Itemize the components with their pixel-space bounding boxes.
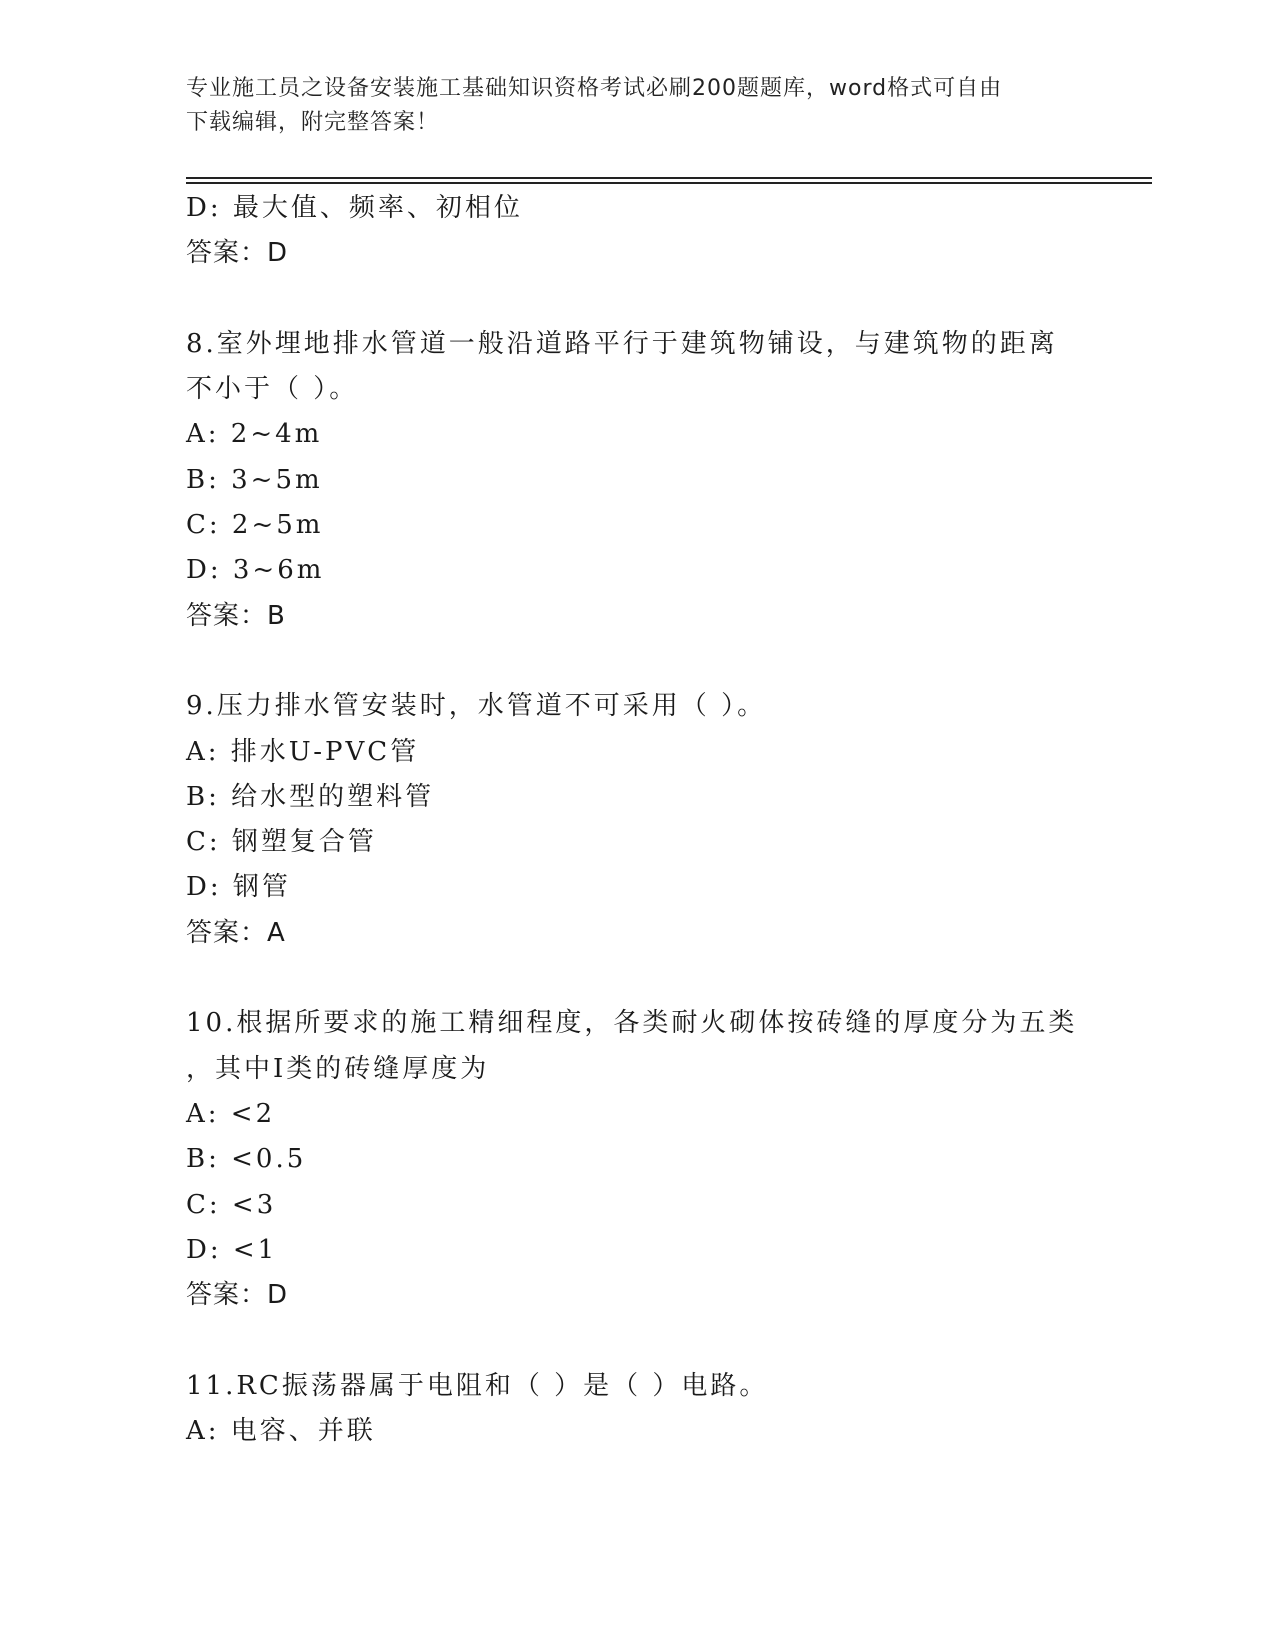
answer: 答案：D xyxy=(186,1280,289,1311)
question-stem: 8.室外埋地排水管道一般沿道路平行于建筑物铺设，与建筑物的距离 xyxy=(186,328,1058,359)
question-10 xyxy=(186,1001,1086,1318)
question-11 xyxy=(186,1364,1086,1455)
option-c: C: 2~5m xyxy=(186,510,324,541)
option-b: B: 3~5m xyxy=(186,464,323,495)
document-header xyxy=(186,72,1066,140)
option-d: D: <1 xyxy=(186,1234,278,1265)
option-a: A: 2~4m xyxy=(186,419,323,450)
option-b: B: <0.5 xyxy=(186,1144,307,1175)
prev-option-d: D: 最大值、频率、初相位 xyxy=(186,193,523,223)
spacer xyxy=(186,1318,1086,1363)
option-d: D: 钢管 xyxy=(186,872,291,903)
spacer xyxy=(186,639,1086,684)
question-8 xyxy=(186,322,1086,639)
prev-answer: 答案：D xyxy=(186,238,289,269)
header-divider-top xyxy=(186,177,1152,179)
option-a: A: <2 xyxy=(186,1098,276,1129)
question-9 xyxy=(186,684,1086,956)
question-content xyxy=(186,186,1086,1454)
header-line-1: 专业施工员之设备安装施工基础知识资格考试必刷200题题库，word格式可自由 xyxy=(186,76,1003,101)
header-divider-bottom xyxy=(186,182,1152,184)
option-a: A: 电容、并联 xyxy=(186,1416,376,1447)
option-c: C: <3 xyxy=(186,1189,277,1220)
question-stem-continued: 不小于（ ）。 xyxy=(186,374,359,405)
header-line-2: 下载编辑，附完整答案！ xyxy=(186,110,440,135)
option-b: B: 给水型的塑料管 xyxy=(186,781,435,812)
spacer xyxy=(186,956,1086,1001)
spacer xyxy=(186,277,1086,322)
option-a: A: 排水U-PVC管 xyxy=(186,736,420,767)
question-stem-continued: ，其中I类的砖缝厚度为 xyxy=(186,1053,490,1084)
question-stem: 10.根据所要求的施工精细程度，各类耐火砌体按砖缝的厚度分为五类 xyxy=(186,1008,1078,1039)
question-stem: 11.RC振荡器属于电阻和（ ）是（ ）电路。 xyxy=(186,1370,769,1401)
option-c: C: 钢塑复合管 xyxy=(186,827,377,858)
answer: 答案：B xyxy=(186,600,286,631)
option-d: D: 3~6m xyxy=(186,555,325,586)
answer: 答案：A xyxy=(186,917,286,948)
question-stem: 9.压力排水管安装时，水管道不可采用（ ）。 xyxy=(186,691,767,722)
